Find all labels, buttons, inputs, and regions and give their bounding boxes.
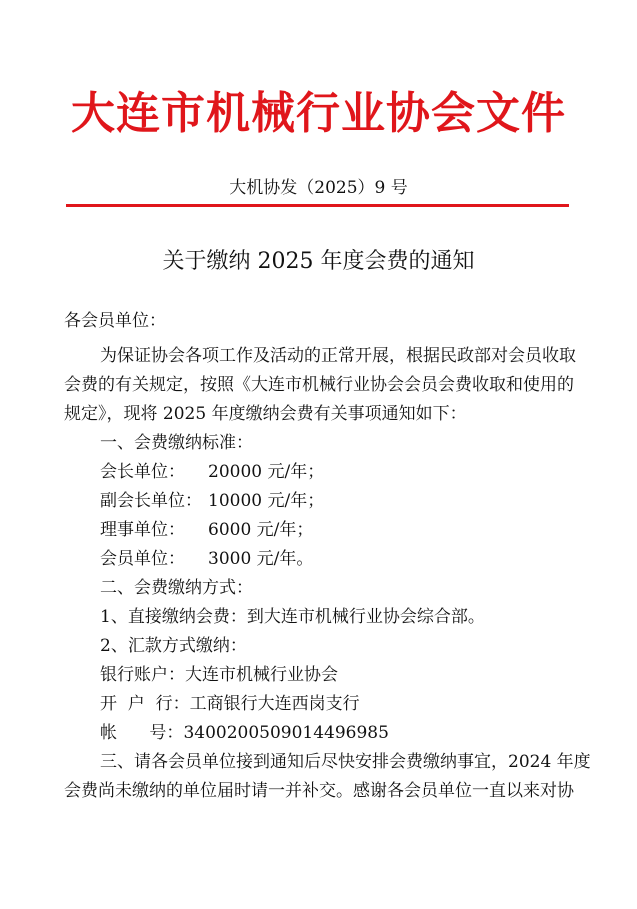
payment-method-1: 1、直接缴纳会费：到大连市机械行业协会综合部。 xyxy=(100,607,485,627)
fee-row-member xyxy=(100,545,313,574)
section-2-heading: 二、会费缴纳方式： xyxy=(100,578,253,598)
account-number-row xyxy=(100,719,389,748)
fee-row-director xyxy=(100,516,313,545)
fee-label: 会长单位： xyxy=(100,462,185,482)
bank-branch-label: 开 户 行： xyxy=(100,694,190,714)
fee-label: 副会长单位： xyxy=(100,491,202,511)
fee-amount: 3000 元/年。 xyxy=(208,549,314,569)
fee-row-vice-president xyxy=(100,487,324,516)
org-file-title: 大连市机械行业协会文件 xyxy=(71,88,566,139)
bank-account-value: 大连市机械行业协会 xyxy=(185,665,338,685)
salutation: 各会员单位： xyxy=(64,311,166,331)
account-number-label: 帐 号： xyxy=(100,723,184,743)
account-number-value: 3400200509014496985 xyxy=(183,723,389,743)
intro-line-3: 规定》，现将 2025 年度缴纳会费有关事项通知如下： xyxy=(64,404,467,424)
intro-line-1: 为保证协会各项工作及活动的正常开展，根据民政部对会员收取 xyxy=(100,346,576,366)
bank-branch-row xyxy=(100,690,360,719)
red-divider-rule xyxy=(66,204,569,207)
doc-number: 大机协发（2025）9 号 xyxy=(229,178,408,198)
notice-title: 关于缴纳 2025 年度会费的通知 xyxy=(162,249,475,274)
section-3-line-2: 会费尚未缴纳的单位届时请一并补交。感谢各会员单位一直以来对协 xyxy=(64,781,574,801)
bank-branch-value: 工商银行大连西岗支行 xyxy=(189,694,360,714)
fee-label: 会员单位： xyxy=(100,549,185,569)
section-1-heading: 一、会费缴纳标准： xyxy=(100,433,253,453)
fee-amount: 10000 元/年； xyxy=(208,491,325,511)
payment-method-2: 2、汇款方式缴纳： xyxy=(100,636,247,656)
bank-account-row xyxy=(100,661,338,690)
fee-amount: 20000 元/年； xyxy=(208,462,325,482)
fee-label: 理事单位： xyxy=(100,520,185,540)
fee-row-president xyxy=(100,458,324,487)
intro-line-2: 会费的有关规定，按照《大连市机械行业协会会员会费收取和使用的 xyxy=(64,375,574,395)
fee-amount: 6000 元/年； xyxy=(208,520,314,540)
section-3-line-1: 三、请各会员单位接到通知后尽快安排会费缴纳事宜，2024 年度 xyxy=(100,752,591,772)
bank-account-label: 银行账户： xyxy=(100,665,185,685)
